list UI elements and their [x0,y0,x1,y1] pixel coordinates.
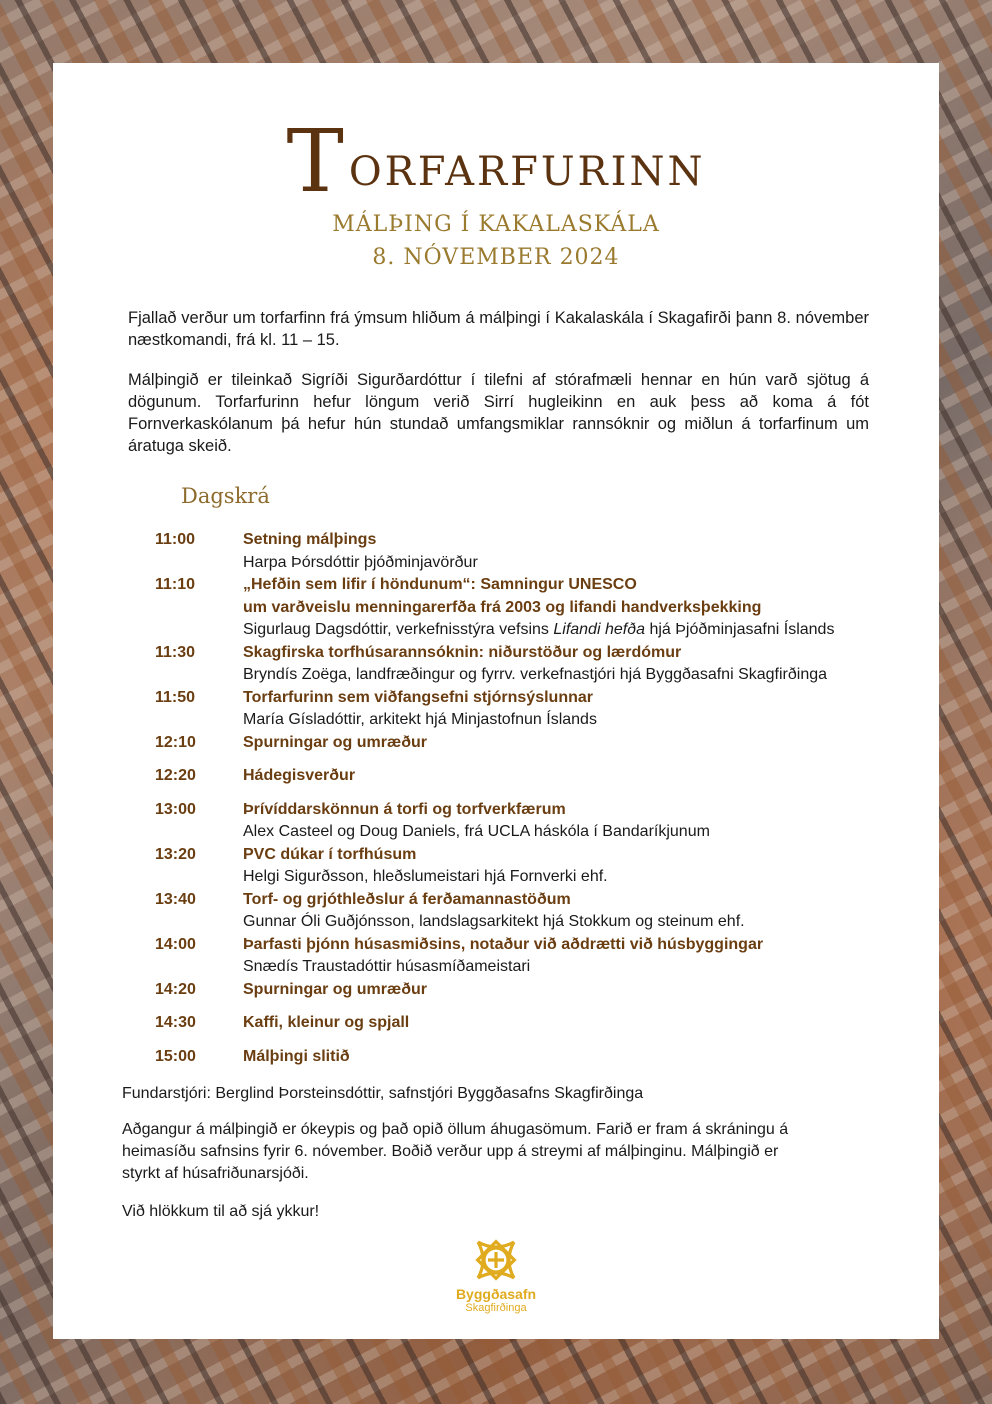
schedule-title: Kaffi, kleinur og spjall [243,1014,410,1031]
poster-panel [53,63,939,1339]
schedule-title: Torf- og grjóthleðslur á ferðamannastöðum [243,890,571,908]
schedule-time: 11:00 [155,531,196,548]
schedule-item [155,889,915,934]
schedule-item [155,765,915,788]
subtitle-venue: MÁLÞING Í KAKALASKÁLA [332,212,660,237]
schedule-speaker: Gunnar Óli Guðjónsson, landslagsarkitekt hjá Stokkum og steinum ehf. [243,913,745,930]
schedule-speaker: María Gísladóttir, arkitekt hjá Minjastofnun Íslands [243,711,597,728]
schedule-item [155,529,915,574]
schedule-time: 11:50 [155,688,196,706]
schedule-time: 14:30 [155,1014,196,1031]
intro-paragraph-2: Málþingið er tileinkað Sigríði Sigurðardóttur í tilefni af stórafmæli hennar en hún varð sjötug á dögunum. Torfarfurinn hefur löngum verið Sirrí hugleikinn en auk þess að koma á fót Fornverkaskólanum þá hefur hún stundað umfangsmiklar rannsóknir og miðlun á torfarfinum um áratuga skeið. [128,371,869,455]
title-rest: ORFARFURINN [348,149,706,195]
schedule-speaker: Bryndís Zoëga, landfræðingur og fyrrv. verkefnastjóri hjá Byggðasafni Skagfirðinga [243,666,828,683]
closing-text: Við hlökkum til að sjá ykkur! [122,1203,320,1220]
schedule-time: 12:10 [155,733,196,751]
schedule-title: Spurningar og umræður [243,980,427,998]
schedule-title: Þrívíddarskönnun á torfi og torfverkfærum [243,800,566,818]
celtic-knot-icon [474,1238,518,1282]
schedule-list [155,529,915,1068]
speaker-text: hjá Þjóðminjasafni Íslands [645,621,835,638]
chairperson-text: Fundarstjóri: Berglind Þorsteinsdóttir, safnstjóri Byggðasafns Skagfirðinga [122,1085,644,1102]
schedule-item [155,1012,915,1035]
schedule-title-continued: um varðveislu menningarerfða frá 2003 og lifandi handverksþekking [243,598,762,616]
schedule-title: Spurningar og umræður [243,733,427,751]
schedule-title: Hádegisverður [243,767,356,784]
schedule-item [155,574,915,642]
speaker-text: Sigurlaug Dagsdóttir, verkefnisstýra vefsins [243,621,554,638]
schedule-time: 11:30 [155,643,196,661]
schedule-speaker: Alex Casteel og Doug Daniels, frá UCLA háskóla í Bandaríkjunum [243,823,710,840]
logo-name-line2: Skagfirðinga [465,1302,527,1314]
schedule-item [155,1046,915,1069]
schedule-time: 14:00 [155,935,196,953]
title-initial: T [286,112,347,212]
schedule-title: Skagfirska torfhúsarannsóknin: niðurstöður og lærdómur [243,643,682,661]
schedule-time: 15:00 [155,1047,196,1065]
page-title [53,112,939,212]
schedule-time: 11:10 [155,576,196,593]
schedule-time: 12:20 [155,767,196,784]
museum-logo [446,1238,546,1314]
schedule-title: Þarfasti þjónn húsasmiðsins, notaður við aðdrætti við húsbyggingar [243,935,764,953]
schedule-item [155,732,915,755]
schedule-item [155,687,915,732]
intro-paragraph-1: Fjallað verður um torfarfinn frá ýmsum hliðum á málþingi í Kakalaskála í Skagafirði þann 8. nóvember næstkomandi, frá kl. 11 – 15. [128,309,869,349]
schedule-title: „Hefðin sem lifir í höndunum“: Samningur UNESCO [243,576,637,593]
speaker-italic-text: Lifandi hefða [553,621,645,638]
schedule-time: 13:00 [155,800,196,818]
schedule-title: Torfarfurinn sem viðfangsefni stjórnsýslunnar [243,688,593,706]
schedule-item [155,799,915,844]
subtitle-date: 8. NÓVEMBER 2024 [372,245,620,270]
schedule-item [155,844,915,889]
schedule-title: Setning málþings [243,531,377,548]
schedule-time: 14:20 [155,980,196,998]
schedule-speaker: Harpa Þórsdóttir þjóðminjavörður [243,553,478,571]
access-info-text: Aðgangur á málþingið er ókeypis og það opið öllum áhugasömum. Farið er fram á skráningu á heimasíðu safnsins fyrir 6. nóvember. Boðið verður upp á streymi af málþinginu. Málþingið er styrkt af húsafriðunarsjóði. [122,1121,789,1182]
schedule-title: PVC dúkar í torfhúsum [243,845,417,863]
logo-name-line1: Byggðasafn [455,1286,537,1302]
schedule-speaker: Snædís Traustadóttir húsasmíðameistari [243,958,531,975]
schedule-item [155,642,915,687]
schedule-item [155,979,915,1002]
schedule-time: 13:40 [155,890,196,908]
schedule-time: 13:20 [155,845,196,863]
schedule-speaker [243,619,915,642]
schedule-item [155,934,915,979]
schedule-heading: Dagskrá [181,484,270,508]
schedule-title: Málþingi slitið [243,1047,350,1065]
schedule-speaker: Helgi Sigurðsson, hleðslumeistari hjá Fornverki ehf. [243,868,608,885]
